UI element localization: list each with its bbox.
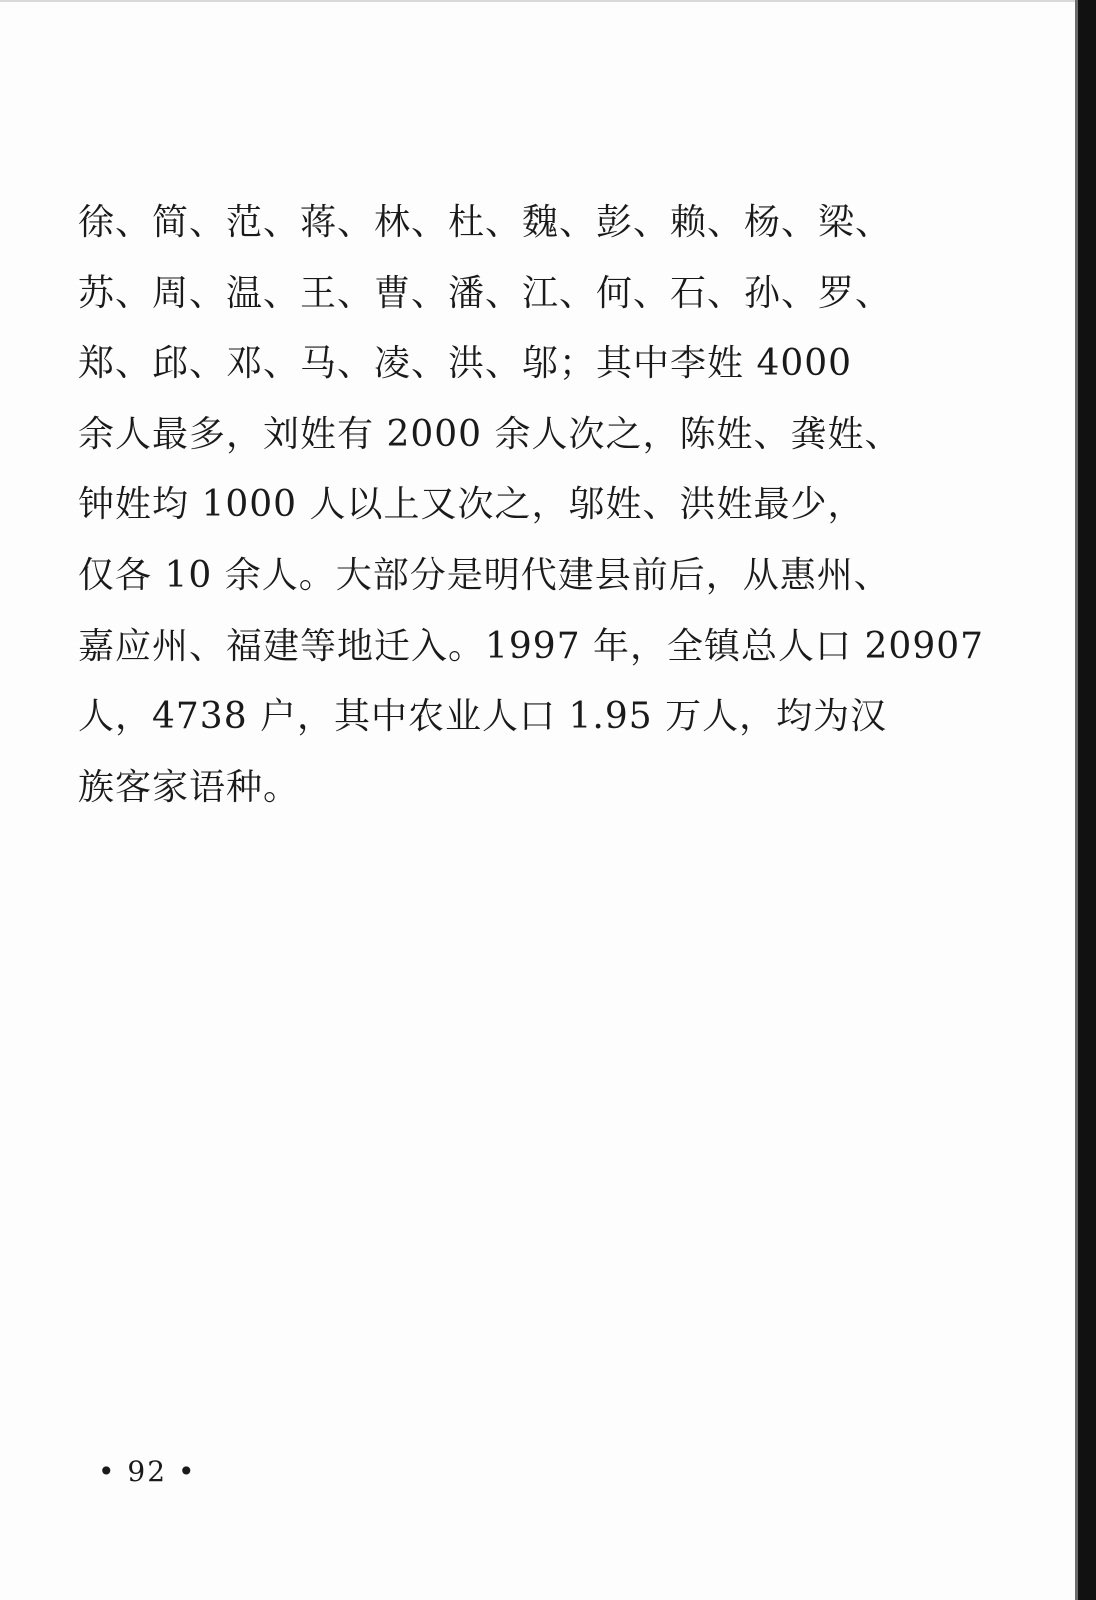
text-line-8: 人，4738 户，其中农业人口 1.95 万人，均为汉 bbox=[78, 696, 888, 738]
scan-right-edge bbox=[1078, 0, 1096, 1600]
text-line-3: 郑、邱、邓、马、凌、洪、邬；其中李姓 4000 bbox=[78, 343, 853, 385]
page-number: • 92 • bbox=[98, 1455, 197, 1488]
scan-top-edge bbox=[0, 0, 1078, 2]
body-text bbox=[78, 188, 985, 823]
text-line-9: 族客家语种。 bbox=[78, 766, 301, 808]
text-line-4: 余人最多，刘姓有 2000 余人次之，陈姓、龚姓、 bbox=[78, 413, 902, 455]
text-line-6: 仅各 10 余人。大部分是明代建县前后，从惠州、 bbox=[78, 554, 891, 596]
text-line-5: 钟姓均 1000 人以上又次之，邬姓、洪姓最少， bbox=[78, 484, 865, 526]
text-line-2: 苏、周、温、王、曹、潘、江、何、石、孙、罗、 bbox=[78, 272, 893, 314]
text-line-1: 徐、简、范、蒋、林、杜、魏、彭、赖、杨、梁、 bbox=[78, 202, 893, 243]
text-line-7: 嘉应州、福建等地迁入。1997 年，全镇总人口 20907 bbox=[78, 625, 985, 667]
